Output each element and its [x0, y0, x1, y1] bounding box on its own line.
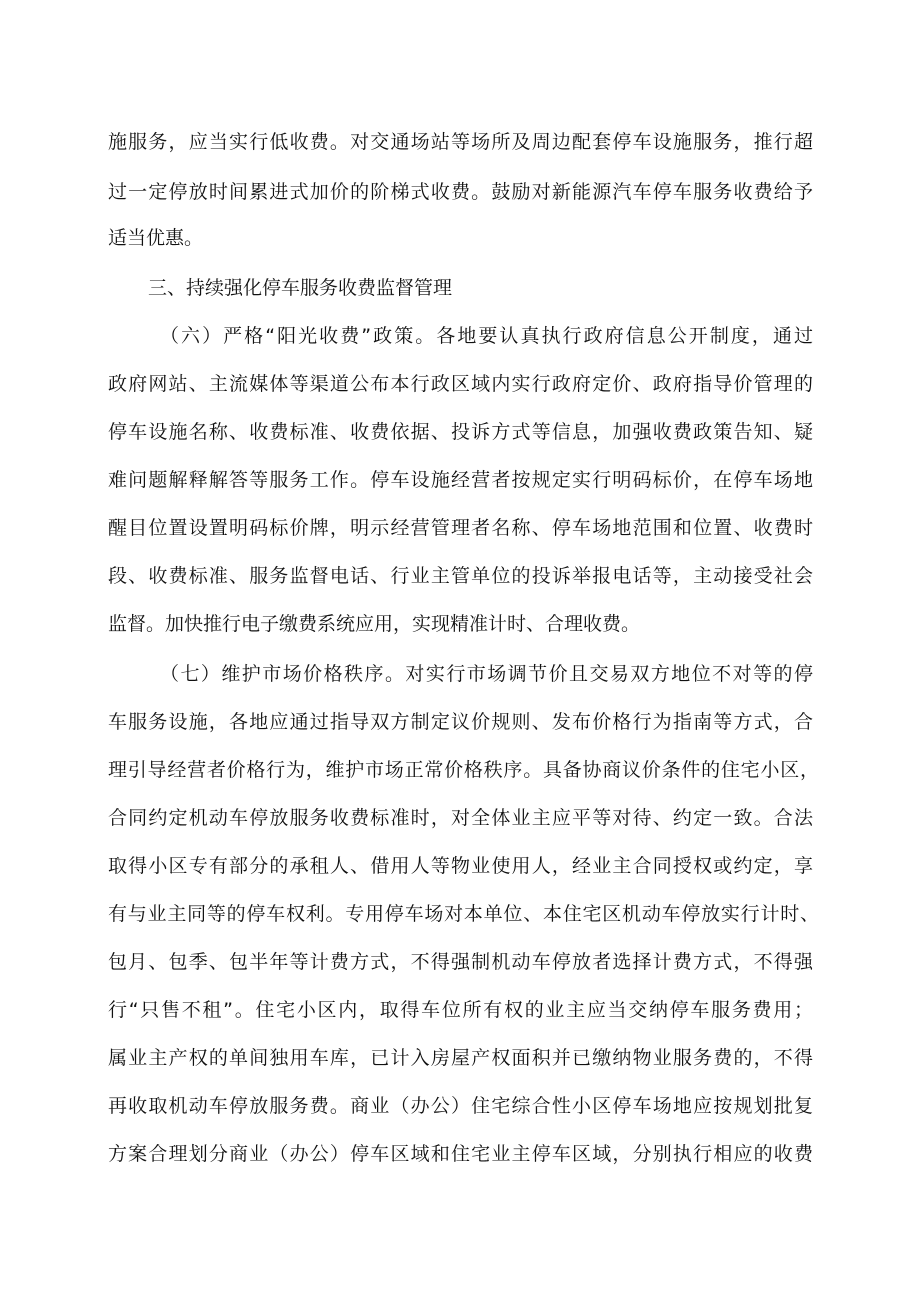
text-line — [0, 654, 920, 694]
text-line — [0, 990, 920, 1030]
line-text: 包月、包季、包半年等计费方式，不得强制机动车停放者选择计费方式，不得强 — [108, 951, 813, 973]
text-line — [0, 412, 920, 452]
section-heading — [0, 268, 920, 308]
text-line — [0, 460, 920, 500]
line-text: 停车设施名称、收费标准、收费依据、投诉方式等信息，加强收费政策告知、疑 — [108, 421, 813, 443]
text-line — [0, 172, 920, 212]
line-text: 有与业主同等的停车权利。专用停车场对本单位、本住宅区机动车停放实行计时、 — [108, 903, 819, 925]
text-line — [0, 750, 920, 790]
line-text: （六）严格“阳光收费”政策。各地要认真执行政府信息公开制度，通过 — [160, 325, 813, 347]
line-text: 行“只售不租”。住宅小区内，取得车位所有权的业主应当交纳停车服务费用； — [108, 999, 813, 1021]
line-text: 属业主产权的单间独用车库，已计入房屋产权面积并已缴纳物业服务费的，不得 — [108, 1047, 813, 1069]
line-text: 车服务设施，各地应通过指导双方制定议价规则、发布价格行为指南等方式，合 — [108, 711, 813, 733]
line-text: （七）维护市场价格秩序。对实行市场调节价且交易双方地位不对等的停 — [160, 663, 813, 685]
text-line — [0, 846, 920, 886]
text-line — [0, 894, 920, 934]
line-text: 监督。加快推行电子缴费系统应用，实现精准计时、合理收费。 — [108, 613, 641, 635]
text-line — [0, 364, 920, 404]
line-text: 适当优惠。 — [108, 227, 204, 249]
line-text: 段、收费标准、服务监督电话、行业主管单位的投诉举报电话等，主动接受社会 — [108, 565, 813, 587]
line-text: 难问题解释解答等服务工作。停车设施经营者按规定实行明码标价，在停车场地 — [108, 469, 813, 491]
text-line — [0, 556, 920, 596]
line-text: 理引导经营者价格行为，维护市场正常价格秩序。具备协商议价条件的住宅小区， — [108, 759, 819, 781]
text-line — [0, 798, 920, 838]
line-text: 合同约定机动车停放服务收费标准时，对全体业主应平等对待、约定一致。合法 — [108, 807, 813, 829]
line-text: 取得小区专有部分的承租人、借用人等物业使用人，经业主合同授权或约定，享 — [108, 855, 813, 877]
line-text: 再收取机动车停放服务费。商业（办公）住宅综合性小区停车场地应按规划批复 — [108, 1095, 813, 1117]
text-line — [0, 702, 920, 742]
text-line — [0, 508, 920, 548]
text-line — [0, 1086, 920, 1126]
text-line — [0, 604, 920, 644]
text-line — [0, 122, 920, 162]
line-text: 政府网站、主流媒体等渠道公布本行政区域内实行政府定价、政府指导价管理的 — [108, 373, 813, 395]
line-text: 过一定停放时间累进式加价的阶梯式收费。鼓励对新能源汽车停车服务收费给予 — [108, 181, 813, 203]
section-heading-text: 三、持续强化停车服务收费监督管理 — [148, 277, 453, 299]
line-text: 施服务，应当实行低收费。对交通场站等场所及周边配套停车设施服务，推行超 — [108, 131, 813, 153]
text-line — [0, 218, 920, 258]
text-line — [0, 1134, 920, 1174]
text-line — [0, 316, 920, 356]
line-text: 方案合理划分商业（办公）停车区域和住宅业主停车区域，分别执行相应的收费 — [108, 1143, 813, 1165]
line-text: 醒目位置设置明码标价牌，明示经营管理者名称、停车场地范围和位置、收费时 — [108, 517, 813, 539]
text-line — [0, 1038, 920, 1078]
text-line — [0, 942, 920, 982]
